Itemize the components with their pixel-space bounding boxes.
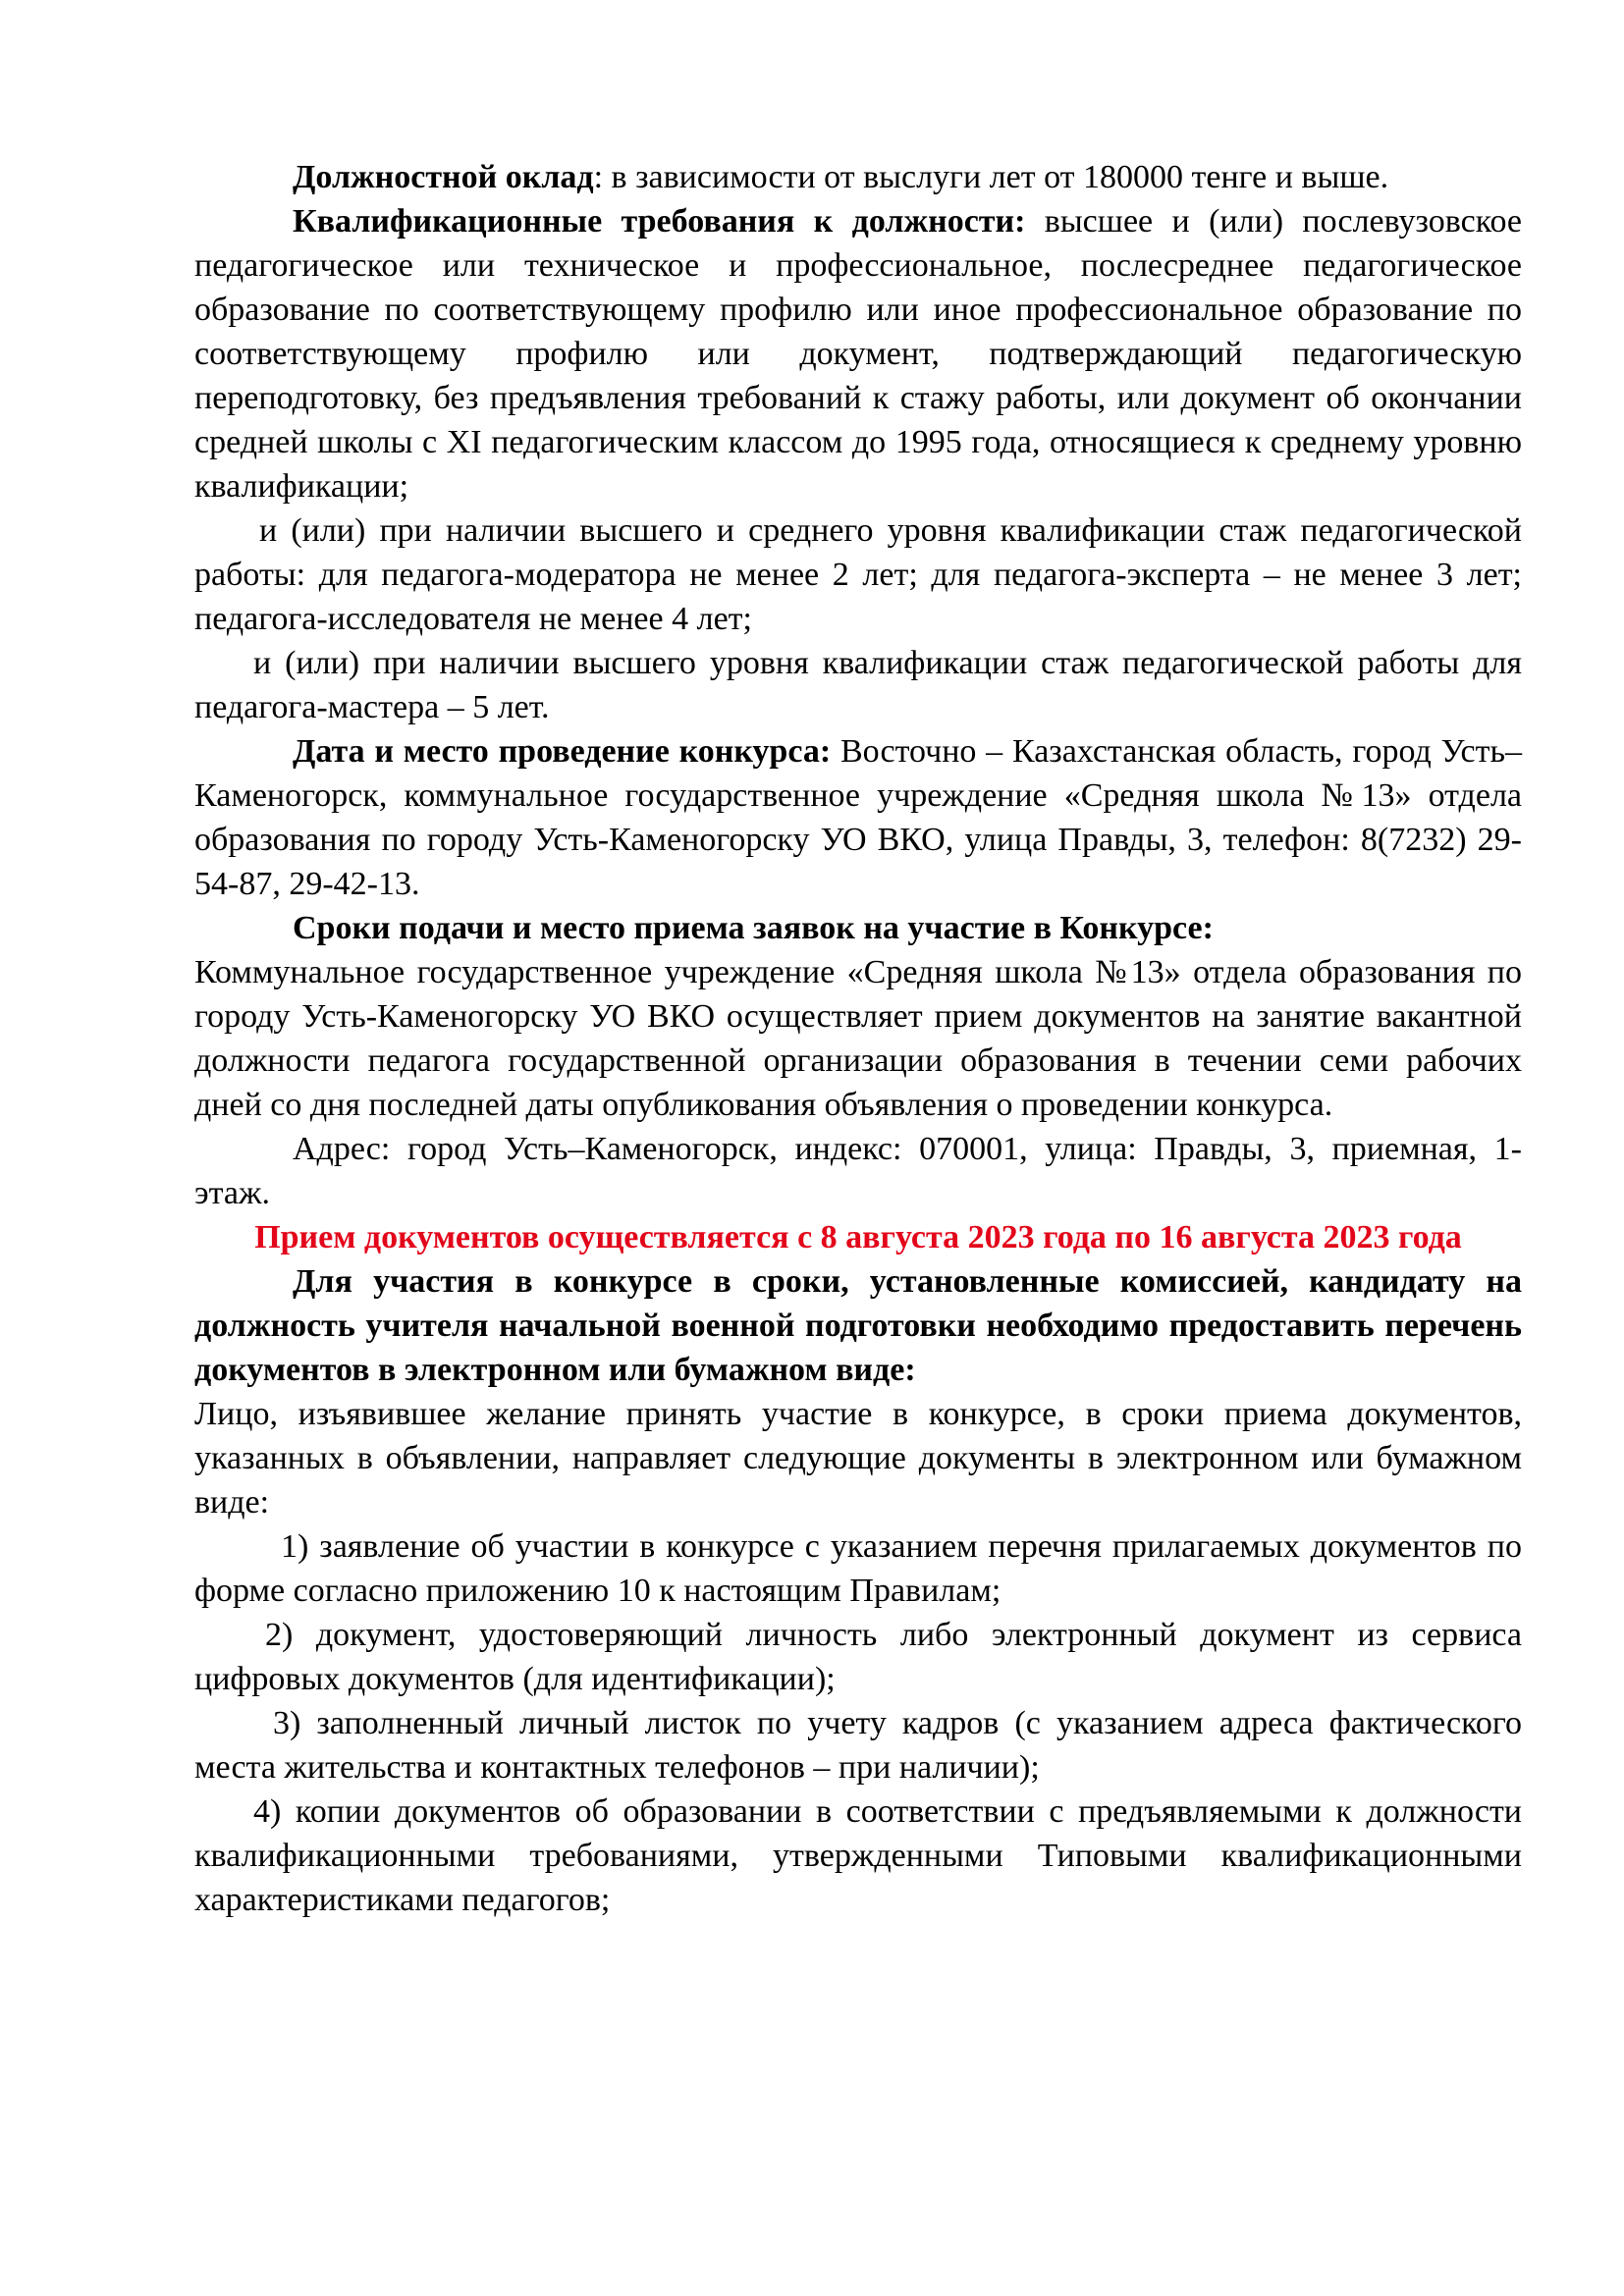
deadlines-heading [194, 906, 1522, 950]
submission-period-notice: Прием документов осуществляется с 8 августа 2023 года по 16 августа 2023 года [254, 1219, 1462, 1255]
salary-text: : в зависимости от выслуги лет от 180000 тенге и выше. [593, 159, 1389, 195]
intro-paragraph: Лицо, изъявившее желание принять участие в конкурсе, в сроки приема документов, указанных в объявлении, направляет следующие документы в электронном или бумажном виде: [194, 1396, 1522, 1521]
document-item-4: 4) копии документов об образовании в соответствии с предъявляемыми к должности квалификационными требованиями, утвержденными Типовыми квалификационными характеристиками педагогов; [194, 1793, 1522, 1918]
venue-label: Дата и место проведение конкурса: [293, 733, 832, 770]
participation-heading: Для участия в конкурсе в сроки, установленные комиссией, кандидату на должность учителя начальной военной подготовки необходимо предоставить перечень документов в электронном или бумажном виде: [194, 1263, 1522, 1388]
qualification-paragraph [194, 199, 1522, 508]
document-item-3: 3) заполненный личный листок по учету кадров (с указанием адреса фактического места жительства и контактных телефонов – при наличии); [194, 1705, 1522, 1786]
document-page [194, 155, 1522, 1922]
address-paragraph: Адрес: город Усть–Каменогорск, индекс: 070001, улица: Правды, 3, приемная, 1- этаж. [194, 1131, 1522, 1211]
qualification-label: Квалификационные требования к должности: [293, 203, 1026, 240]
experience-paragraph-1: и (или) при наличии высшего и среднего уровня квалификации стаж педагогической работы: для педагога-модератора не менее 2 лет; для педагога-эксперта – не менее 3 лет; педагога-исследователя не менее 4 лет; [194, 512, 1522, 637]
venue-paragraph [194, 729, 1522, 906]
document-item-2: 2) документ, удостоверяющий личность либо электронный документ из сервиса цифровых документов (для идентификации); [194, 1617, 1522, 1697]
salary-paragraph [194, 155, 1522, 199]
qualification-text: высшее и (или) послевузовское педагогическое или техническое и профессиональное, послесреднее педагогическое образование по соответствующему профилю или иное профессиональное образование по соответствующему профилю или документ, подтверждающий педагогическую переподготовку, без предъявления требований к стажу работы, или документ об окончании средней школы с XI педагогическим классом до 1995 года, относящиеся к среднему уровню квалификации; [194, 203, 1522, 505]
experience-paragraph-2: и (или) при наличии высшего уровня квалификации стаж педагогической работы для педагога-мастера – 5 лет. [194, 645, 1522, 725]
deadlines-paragraph: Коммунальное государственное учреждение «Средняя школа №13» отдела образования по городу Усть-Каменогорску УО ВКО осуществляет прием документов на занятие вакантной должности педагога государственной организации образования в течении семи рабочих дней со дня последней даты опубликования объявления о проведении конкурса. [194, 954, 1522, 1123]
salary-label: Должностной оклад [293, 159, 594, 195]
deadlines-label: Сроки подачи и место приема заявок на участие в Конкурсе: [293, 910, 1214, 946]
venue-text: Восточно – Казахстанская область, город Усть–Каменогорск, коммунальное государственное учреждение «Средняя школа №13» отдела образования по городу Усть-Каменогорску УО ВКО, улица Правды, 3, телефон: 8(7232) 29-54-87, 29-42-13. [194, 733, 1522, 902]
document-item-1: 1) заявление об участии в конкурсе с указанием перечня прилагаемых документов по форме согласно приложению 10 к настоящим Правилам; [194, 1528, 1522, 1609]
